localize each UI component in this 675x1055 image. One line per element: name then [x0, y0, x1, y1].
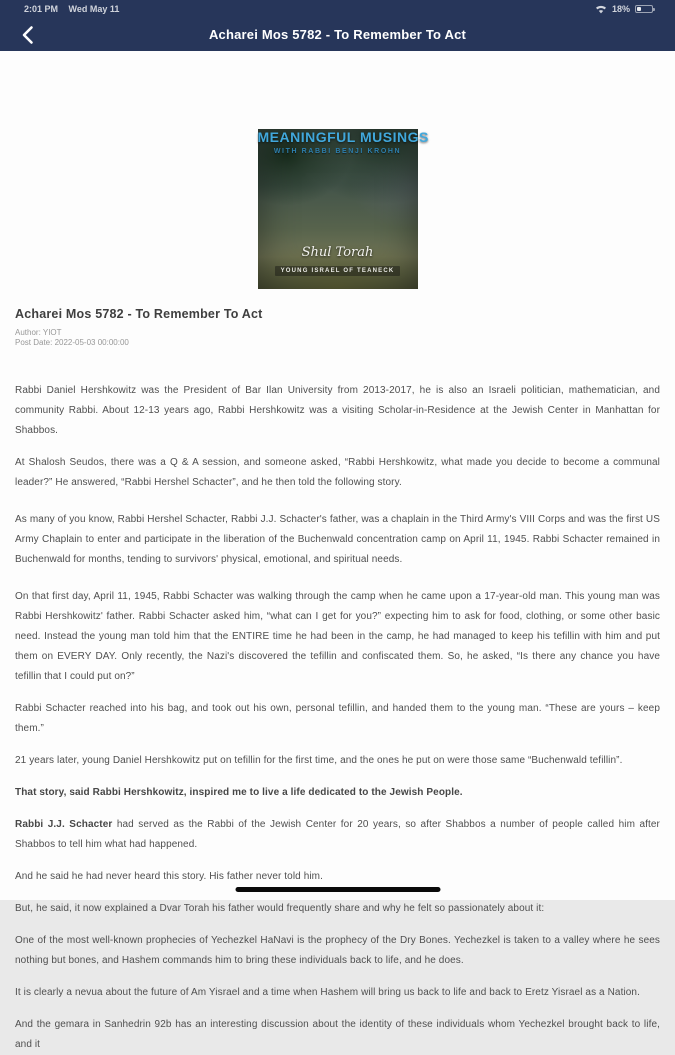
paragraph: Rabbi Daniel Hershkowitz was the President of Bar Ilan University from 2013-2017, he is also an Israeli politician, mathematician, and community Rabbi. About 12-13 years ago, Rabbi Hershkowitz was a visiting Scholar-in-Residence at the Jewish Center in Manhattan for Shabbos.	[15, 385, 660, 436]
paragraph: It is clearly a nevua about the future of Am Yisrael and a time when Hashem will bring us back to life and back to Eretz Yisrael as a Nation.	[15, 987, 640, 998]
paragraph: Rabbi J.J. Schacter had served as the Rabbi of the Jewish Center for 20 years, so after Shabbos a number of people called him after Shabbos to tell him what had happened.	[15, 819, 660, 850]
status-date: Wed May 11	[68, 4, 120, 14]
wifi-icon	[595, 5, 607, 14]
nav-bar	[0, 18, 675, 51]
paragraph: And he said he had never heard this story. His father never told him.	[15, 871, 323, 882]
article-post-date: Post Date: 2022-05-03 00:00:00	[15, 338, 129, 347]
status-bar	[0, 0, 675, 18]
status-time: 2:01 PM	[24, 4, 59, 14]
status-left	[24, 4, 127, 14]
paragraph: One of the most well-known prophecies of Yechezkel HaNavi is the prophecy of the Dry Bones. Yechezkel is taken to a valley where he sees nothing but bones, and Hashem commands him to bring these individuals back to life, and he does.	[15, 935, 660, 966]
nav-title: Acharei Mos 5782 - To Remember To Act	[208, 27, 467, 42]
chevron-left-icon	[22, 26, 33, 44]
article-scroll-area[interactable]	[0, 51, 675, 1055]
paragraph: And the gemara in Sanhedrin 92b has an interesting discussion about the identity of these individuals whom Yechezkel brought back to life, and it	[15, 1019, 660, 1050]
status-right	[595, 4, 653, 14]
paragraph: On that first day, April 11, 1945, Rabbi Schacter was walking through the camp when he came upon a 17-year-old man. This young man was Rabbi Hershkowitz' father. Rabbi Schacter asked him, “what can I get for you?” expecting him to ask for food, clothing, or some other basic need. Instead the young man told him that the ENTIRE time he had been in the camp, he had managed to keep his tefillin with him and put them on EVERY DAY. Only recently, the Nazi's discovered the tefillin and confiscated them. So, he asked, “Is there any chance you have tefillin that I could put on?”	[15, 591, 660, 682]
back-button[interactable]	[14, 23, 40, 47]
cover-logo	[258, 247, 418, 277]
battery-icon	[635, 5, 653, 13]
paragraph: Rabbi Schacter reached into his bag, and took out his own, personal tefillin, and handed them to the young man. “These are yours – keep them.”	[15, 703, 660, 734]
home-indicator[interactable]	[235, 887, 440, 892]
paragraph: As many of you know, Rabbi Hershel Schacter, Rabbi J.J. Schacter's father, was a chaplain in the Third Army's VIII Corps and was the first US Army Chaplain to enter and participate in the liberation of the Buchenwald concentration camp on April 11, 1945. Rabbi Schacter remained in Buchenwald for months, tending to survivors' physical, emotional, and spiritual needs.	[15, 514, 660, 565]
cover-subtitle: WITH RABBI BENJI KROHN	[273, 148, 402, 155]
article-meta	[15, 328, 660, 348]
paragraph: 21 years later, young Daniel Hershkowitz put on tefillin for the first time, and the ones he put on were those same “Buchenwald tefillin”.	[15, 755, 623, 766]
article-body	[15, 381, 660, 1055]
cover-logo-caption: YOUNG ISRAEL OF TEANECK	[275, 266, 401, 276]
podcast-cover-image	[257, 129, 429, 289]
paragraph: That story, said Rabbi Hershkowitz, inspired me to live a life dedicated to the Jewish People.	[15, 787, 463, 798]
shul-torah-logo: Shul Torah	[301, 245, 374, 260]
paragraph: But, he said, it now explained a Dvar Torah his father would frequently share and why he felt so passionately about it:	[15, 903, 545, 914]
cover-title: MEANINGFUL MUSINGS	[257, 129, 429, 145]
article-title: Acharei Mos 5782 - To Remember To Act	[15, 307, 263, 321]
battery-percent: 18%	[611, 4, 630, 14]
article-author: Author: YIOT	[15, 328, 62, 337]
paragraph: At Shalosh Seudos, there was a Q & A session, and someone asked, “Rabbi Hershkowitz, what made you decide to become a communal leader?” He answered, “Rabbi Hershel Schacter”, and he then told the following story.	[15, 457, 660, 488]
